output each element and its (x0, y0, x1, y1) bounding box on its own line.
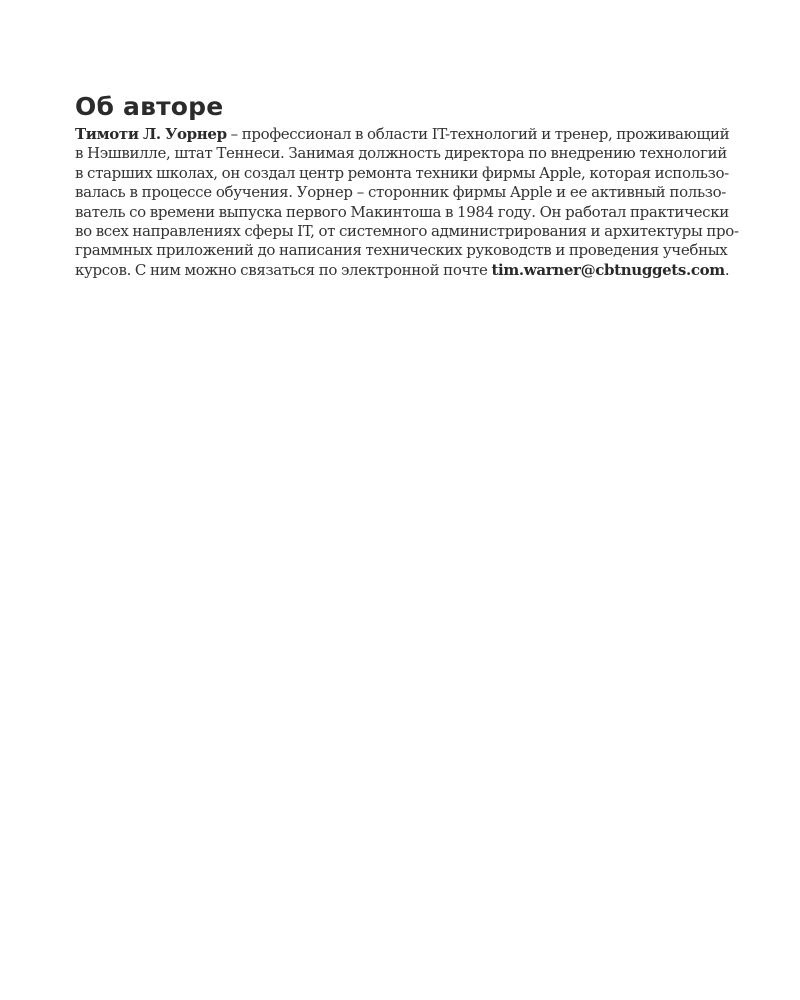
section-heading: Об авторе (75, 92, 224, 121)
bio-line: граммных приложений до написания технических руководств и проведения учебных (75, 241, 728, 260)
author-email: tim.warner@cbtnuggets.com (491, 260, 725, 279)
bio-line: ватель со времени выпуска первого Макинтоша в 1984 году. Он работал практически (75, 202, 729, 221)
bio-line (75, 125, 730, 144)
bio-line: валась в процессе обучения. Уорнер – сторонник фирмы Apple и ее активный пользо- (75, 183, 726, 202)
bio-line-text: . (724, 260, 730, 279)
bio-line (75, 260, 730, 280)
bio-line: в старших школах, он создал центр ремонта техники фирмы Apple, которая использо- (75, 163, 729, 182)
author-name: Тимоти Л. Уорнер (75, 125, 227, 143)
bio-line-text: – профессионал в области IT-технологий и тренер, проживающий (226, 125, 730, 143)
bio-line-text: курсов. С ним можно связаться по электронной почте (75, 260, 492, 279)
bio-line: во всех направлениях сферы IT, от системного администрирования и архитектуры про- (75, 222, 739, 241)
author-bio-paragraph (75, 125, 739, 280)
bio-line: в Нэшвилле, штат Теннеси. Занимая должность директора по внедрению технологий (75, 144, 727, 163)
about-author-section (75, 92, 739, 280)
